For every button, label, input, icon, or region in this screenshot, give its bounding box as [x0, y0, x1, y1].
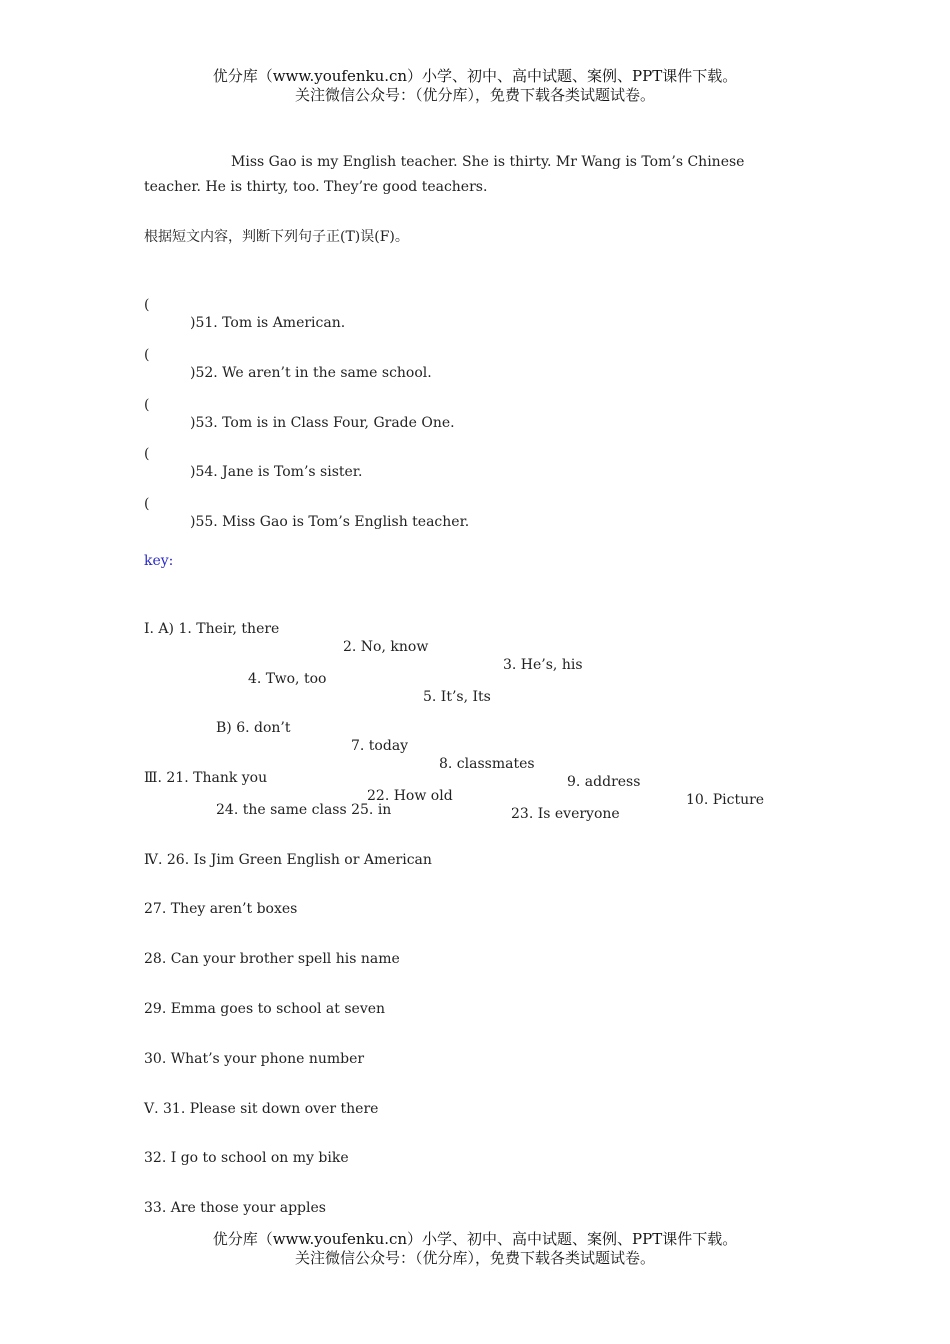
answer-30: 30. What’s your phone number [144, 1051, 365, 1067]
question-text: )54. Jane is Tom’s sister. [190, 464, 363, 480]
question-paren: ( [144, 347, 150, 363]
footer-line-2: 关注微信公众号：（优分库），免费下载各类试题试卷。 [294, 1249, 655, 1267]
question-55 [144, 477, 470, 549]
answer-item: Ⅲ. 21. Thank you [144, 770, 268, 786]
answer-item: 2. No, know [343, 639, 429, 655]
answer-29: 29. Emma goes to school at seven [144, 1001, 386, 1017]
question-paren: ( [144, 397, 150, 413]
answer-row-iii2: 24. the same class 25. in [216, 802, 392, 818]
question-text: )55. Miss Gao is Tom’s English teacher. [190, 514, 470, 530]
footer-line-1: 优分库（www.youfenku.cn）小学、初中、高中试题、案例、PPT课件下载。 [212, 1230, 738, 1248]
passage-line-2: teacher. He is thirty, too. They’re good teachers. [144, 179, 488, 195]
question-text: )51. Tom is American. [190, 315, 346, 331]
answer-item: 9. address [567, 774, 641, 790]
question-text: )52. We aren’t in the same school. [190, 365, 432, 381]
instruction: 根据短文内容，判断下列句子正(T)误(F)。 [144, 229, 409, 245]
answer-item: 10. Picture [686, 792, 765, 808]
question-paren: ( [144, 297, 150, 313]
answer-33: 33. Are those your apples [144, 1200, 326, 1216]
answer-item: 22. How old [367, 788, 453, 804]
question-text: )53. Tom is in Class Four, Grade One. [190, 415, 455, 431]
key-label: key: [144, 553, 174, 569]
answer-27: 27. They aren’t boxes [144, 901, 298, 917]
question-paren: ( [144, 446, 150, 462]
passage-line-1: Miss Gao is my English teacher. She is thirty. Mr Wang is Tom’s Chinese [231, 154, 745, 170]
question-paren: ( [144, 496, 150, 512]
answer-item: Ⅰ. A) 1. Their, there [144, 621, 280, 637]
answer-item: 23. Is everyone [511, 806, 620, 822]
answer-28: 28. Can your brother spell his name [144, 951, 400, 967]
answer-item: B) 6. don’t [216, 720, 291, 736]
answer-item: 4. Two, too [248, 671, 327, 687]
answer-item: 3. He’s, his [503, 657, 583, 673]
answer-31: Ⅴ. 31. Please sit down over there [144, 1101, 379, 1117]
answer-item: 8. classmates [439, 756, 535, 772]
answer-32: 32. I go to school on my bike [144, 1150, 349, 1166]
header-line-2: 关注微信公众号：（优分库），免费下载各类试题试卷。 [294, 86, 655, 104]
answer-item: 7. today [351, 738, 409, 754]
answer-item: 5. It’s, Its [423, 689, 491, 705]
header-line-1: 优分库（www.youfenku.cn）小学、初中、高中试题、案例、PPT课件下载。 [212, 67, 738, 85]
answer-26: Ⅳ. 26. Is Jim Green English or American [144, 852, 432, 868]
